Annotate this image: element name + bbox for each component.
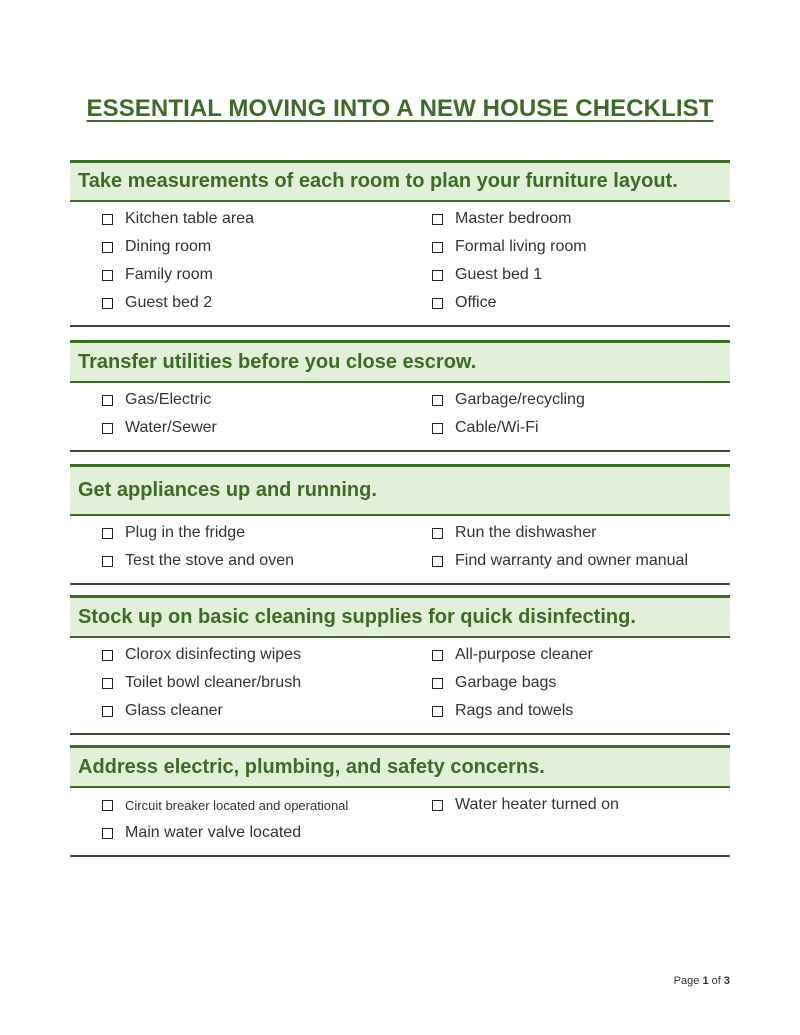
checkbox[interactable] (102, 270, 113, 281)
section-items (70, 202, 730, 325)
checklist-row (70, 547, 730, 575)
checklist-row (70, 233, 730, 261)
checkbox[interactable] (432, 800, 443, 811)
checklist-item[interactable]: Garbage/recycling (432, 391, 585, 409)
page-number: Page 1 of 3 (673, 975, 730, 987)
checklist-item[interactable]: Kitchen table area (102, 210, 254, 228)
checklist-row (70, 386, 730, 414)
checklist-item[interactable]: All-purpose cleaner (432, 646, 593, 664)
checklist-item[interactable]: Find warranty and owner manual (432, 552, 688, 570)
checkbox[interactable] (102, 556, 113, 567)
checklist-item[interactable]: Water heater turned on (432, 796, 619, 814)
checkbox[interactable] (432, 556, 443, 567)
checklist-section (70, 745, 730, 857)
checklist-row (70, 697, 730, 725)
checklist-row (70, 414, 730, 442)
checkbox[interactable] (432, 270, 443, 281)
checklist-item[interactable]: Family room (102, 266, 213, 284)
checklist-section (70, 464, 730, 585)
checkbox[interactable] (102, 423, 113, 434)
checklist-section (70, 595, 730, 735)
checklist-item[interactable]: Gas/Electric (102, 391, 211, 409)
checklist-item[interactable]: Water/Sewer (102, 419, 217, 437)
checklist-row (70, 641, 730, 669)
checklist-item[interactable]: Formal living room (432, 238, 587, 256)
checkbox[interactable] (432, 528, 443, 539)
checkbox[interactable] (432, 706, 443, 717)
checklist-item[interactable]: Circuit breaker located and operational (102, 798, 348, 813)
checkbox[interactable] (432, 678, 443, 689)
checklist-item[interactable]: Plug in the fridge (102, 524, 245, 542)
checklist-row (70, 791, 730, 819)
section-heading: Stock up on basic cleaning supplies for quick disinfecting. (70, 595, 730, 638)
checkbox[interactable] (432, 298, 443, 309)
checklist-item[interactable]: Run the dishwasher (432, 524, 596, 542)
checkbox[interactable] (432, 242, 443, 253)
checklist-item[interactable]: Cable/Wi-Fi (432, 419, 539, 437)
checkbox[interactable] (102, 298, 113, 309)
checklist-item[interactable]: Guest bed 2 (102, 294, 212, 312)
section-heading: Transfer utilities before you close escrow. (70, 340, 730, 383)
checklist-item[interactable]: Master bedroom (432, 210, 572, 228)
checklist-item[interactable]: Test the stove and oven (102, 552, 294, 570)
section-heading: Address electric, plumbing, and safety concerns. (70, 745, 730, 788)
checklist-row (70, 261, 730, 289)
section-items (70, 638, 730, 733)
checkbox[interactable] (432, 395, 443, 406)
checklist-section (70, 340, 730, 452)
checkbox[interactable] (102, 828, 113, 839)
checklist-row (70, 669, 730, 697)
checklist-item[interactable]: Dining room (102, 238, 211, 256)
checkbox[interactable] (432, 214, 443, 225)
checkbox[interactable] (102, 706, 113, 717)
checklist-row (70, 289, 730, 317)
checkbox[interactable] (102, 242, 113, 253)
checkbox[interactable] (102, 528, 113, 539)
section-items (70, 383, 730, 450)
checkbox[interactable] (102, 800, 113, 811)
checklist-item[interactable]: Office (432, 294, 497, 312)
checkbox[interactable] (432, 423, 443, 434)
checklist-item[interactable]: Clorox disinfecting wipes (102, 646, 301, 664)
checklist-item[interactable]: Guest bed 1 (432, 266, 542, 284)
checkbox[interactable] (102, 650, 113, 661)
checklist-row (70, 819, 730, 847)
checkbox[interactable] (102, 395, 113, 406)
section-heading: Get appliances up and running. (70, 464, 730, 516)
checkbox[interactable] (102, 214, 113, 225)
checklist-item[interactable]: Garbage bags (432, 674, 556, 692)
checklist-section (70, 160, 730, 327)
section-items (70, 516, 730, 583)
checklist-item[interactable]: Rags and towels (432, 702, 573, 720)
checkbox[interactable] (432, 650, 443, 661)
checklist-row (70, 205, 730, 233)
checklist-item[interactable]: Toilet bowl cleaner/brush (102, 674, 301, 692)
checklist-item[interactable]: Main water valve located (102, 824, 301, 842)
document-title: ESSENTIAL MOVING INTO A NEW HOUSE CHECKLIST (86, 95, 714, 122)
checklist-item[interactable]: Glass cleaner (102, 702, 223, 720)
checklist-row (70, 519, 730, 547)
checkbox[interactable] (102, 678, 113, 689)
section-items (70, 788, 730, 855)
section-heading: Take measurements of each room to plan your furniture layout. (70, 160, 730, 202)
